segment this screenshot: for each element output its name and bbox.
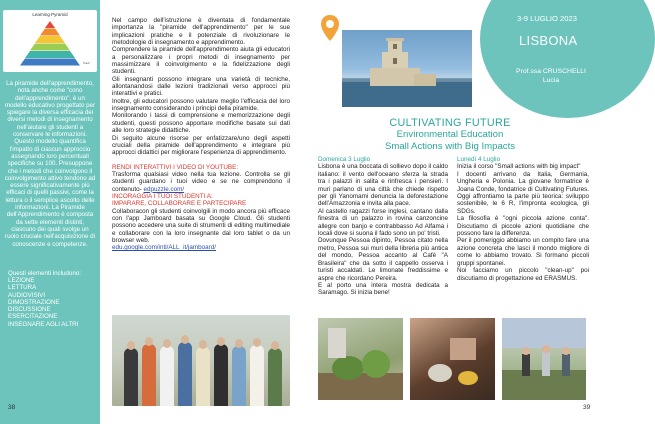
paragraph: Inizia il corso "Small actions with big impact" [457, 163, 581, 171]
paragraph: Noi facciamo un piccolo "clean-up" poi discutiamo di progettazione ed ERASMUS. [457, 267, 589, 282]
paragraph: Per il pomeriggio abbiamo un compito fare una azione concreta che lasci il mondo migliore di come lo abbiamo trovato. Si formano piccoli gruppi spontanei. [457, 237, 589, 267]
right-page [300, 0, 600, 424]
city-title: LISBONA [519, 33, 578, 48]
collab-heading-2: IMPARARE, COLLABORARE E PARTECIPARE [112, 200, 247, 208]
clean-up-photo [410, 318, 495, 400]
pyramid-title: Learning Pyramid [32, 12, 68, 17]
list-item: INSEGNARE AGLI ALTRI [8, 320, 79, 328]
course-tagline: Small Actions with Big Impacts [384, 141, 516, 152]
paragraph: Monitorando i tassi di comprensione e memorizzazione degli studenti, questi possono apportare modifiche basate sui dati alle loro strategie didattiche. [112, 112, 290, 135]
paragraph: Lisbona è una boccata di sollievo dopo il caldo italiano: il vento dell'oceano sferza la strada tra i palazzi in salita e rinfresca i pensieri. I muri parlano di una città che chiede rispetto per gli Yanomami denuncia la deforestazione dell'Amazzonia e invita alla pace. [318, 163, 448, 208]
list-item: DISCUSSIONE [8, 306, 51, 314]
video-text: Trasforma qualsiasi video nella tua lezione. Controlla se gli studenti guardano i tuoi video e se ne comprendono il contenuto- [112, 170, 290, 193]
paragraph: Comprendere la piramide dell'apprendimento aiuta gli educatori a personalizzare i propri metodi di insegnamento per massimizzare il coinvolgimento e la fidelizzazione degli studenti. [112, 46, 290, 76]
video-paragraph [112, 171, 290, 193]
list-item: LEZIONE [8, 277, 35, 284]
map-pin-icon [320, 14, 340, 42]
garden-photo [318, 318, 403, 400]
diary-column-left [318, 156, 448, 297]
day-heading: Lunedì 4 Luglio [457, 156, 501, 163]
paragraph: Al castello ragazzi forse inglesi, cantano dalla finestra di un palazzo in rovina canzoncine allegre con banjo e contrabbasso Ad Alfama i locali dove si suona il fado sono un po' tristi. [318, 207, 448, 238]
left-page [0, 0, 300, 424]
list-item: AUDIOVISIVI [8, 291, 46, 299]
elements-list-heading: Questi elementi includono: [8, 270, 81, 277]
belem-tower-photo [342, 30, 472, 107]
paragraph: I docenti arrivano da Italia, Germania, Ungheria e Polonia. La giovane formatrice è Joana Conde, fondatrice di Cultivating Futures. Oggi affrontiamo la parte più teorica: sviluppo sostenibile, le 6 R, l'impronta ecologica, gli SDGs. [457, 170, 589, 215]
collab-heading: INCORAGGIA I TUOI STUDENTI A: [112, 192, 213, 200]
edpuzzle-link[interactable]: edpuzzle.com/ [143, 185, 185, 193]
elements-list [8, 277, 98, 328]
paragraph: Inoltre, gli educatori possono valutare meglio l'efficacia del loro insegnamento considerando i principi della piramide. [112, 97, 290, 113]
list-item: LETTURA [8, 284, 37, 292]
list-item: ESERCITAZIONE [8, 313, 58, 321]
teacher-line-2: Lucia [542, 76, 560, 84]
course-subtitle: Environmental Education [396, 129, 504, 140]
learning-pyramid-figure [3, 10, 97, 72]
left-body-text [112, 17, 290, 252]
video-heading: RENDI INTERATTIVI I VIDEO DI YOUTUBE: [112, 163, 239, 171]
outdoor-meeting-photo [502, 318, 586, 400]
pyramid-description: La piramide dell'apprendimento, nota anche come "cono dell'apprendimento", è un modello educativo progettato per spiegare la diversa efficacia dei diversi metodi di insegnamento nell'aiutare gli studenti a conservare le informazioni. Questo modello quantifica l'impatto di ciascun approccio assegnando loro percentuali specifiche su 100. Presuppone che i metodi che coinvolgono il coinvolgimento attivo tendono ad essere significativamente più efficaci di quelli passivi, come la lettura o il semplice ascolto delle informazioni. La Piramide dell'Apprendimento è composta da sette elementi distinti, ciascuno dei quali svolge un ruolo cruciale nell'acquisizione di conoscenze e competenze. [4, 80, 96, 248]
pyramid-graphic [11, 19, 89, 69]
teacher-name [510, 68, 592, 85]
diary-column-right [457, 156, 589, 282]
course-title: CULTIVATING FUTURE [389, 117, 511, 129]
day-heading: Domenica 3 Luglio [318, 156, 371, 163]
page-number-left: 38 [8, 404, 16, 411]
paragraph: Di seguito alcune risorse per enfatizzare/uno degli aspetti cruciali della piramide dell'apprendimento e integrare più approcci didattici per migliorare l'esperienza di apprendimento. [112, 134, 290, 157]
teacher-line-1: Prof.ssa CRUSCHELLI [516, 68, 586, 75]
paragraph: Gli insegnanti possono integrare una varietà di tecniche, allontanandosi dalle lezioni tradizionali verso approcci più interattivi e pratici. [112, 75, 290, 98]
trip-dates: 3-9 LUGLIO 2023 [517, 14, 577, 23]
collab-text: Collaboracon gli studenti coinvolgili in modo ancora più efficace con l'app Jamboard basata su Google Cloud. Gli studenti possono accedere una suite di strumenti di editing multimediale e collaborare con la loro insegnante dal loro tablet o da un browser web. [112, 207, 290, 244]
svg-text:Teach: Teach [83, 62, 90, 65]
paragraph: E al porto una intera mostra dedicata a Saramago. Si inizia bene! [318, 281, 448, 297]
teal-sidebar [0, 0, 100, 424]
paragraph: La filosofia è "ogni piccola azione conta". Discutiamo di piccole azioni quotidiane che possono fare la differenza. [457, 215, 589, 238]
group-photo [112, 315, 290, 406]
paragraph: Dovunque Pessoa dipinto, Pessoa citato nella metro, Pessoa sui muri della libreria più antica del mondo, Pessoa accanto al Café "A Brasileira" che da sotto il cappello osserva i turisti accaldati. Le limonate freddissime e aspre che ricordano Pereira. [318, 237, 448, 282]
list-item: DIMOSTRAZIONE [8, 298, 60, 306]
jamboard-link[interactable]: edu.google.com/intl/ALL_it/jamboard/ [112, 244, 216, 252]
page-number-right: 39 [583, 404, 591, 411]
paragraph: Nel campo dell'istruzione è diventata di fondamentale importanza la "piramide dell'apprendimento" per le sue implicazioni pratiche e il potenziale di rivoluzionare le metodologie di insegnamento e apprendimento. [112, 17, 290, 47]
